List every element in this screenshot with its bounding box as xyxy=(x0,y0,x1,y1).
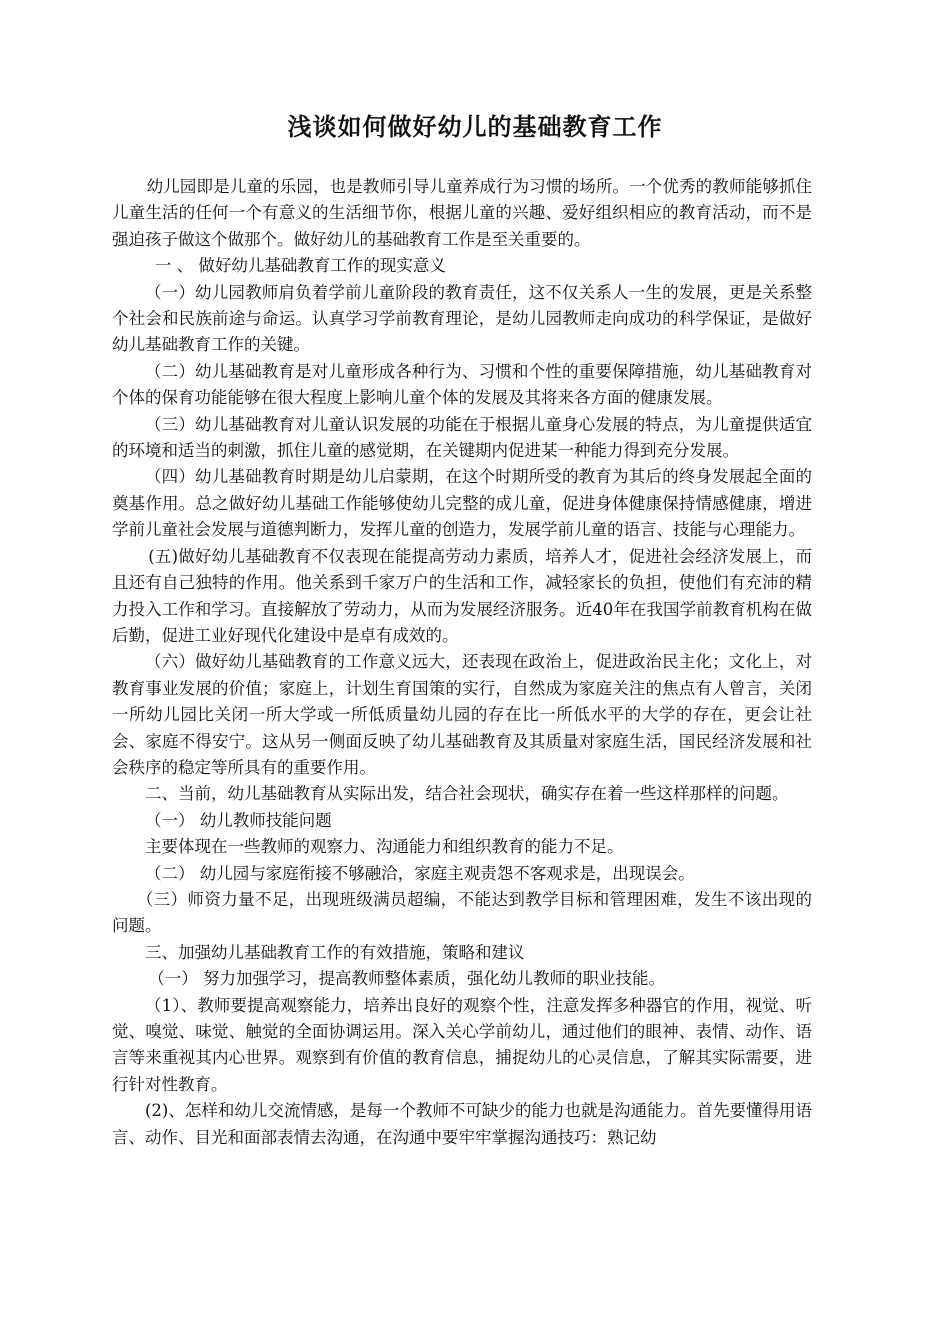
section-heading-3: 三、加强幼儿基础教育工作的有效措施，策略和建议 xyxy=(145,942,525,962)
body-paragraph: （1）、教师要提高观察能力，培养出良好的观察个性，注意发挥多种器官的作用，视觉、听觉、嗅觉、味觉、触觉的全面协调运用。深入关心学前幼儿，通过他们的眼神、表情、动作、语言等来重视其内心世界。观察到有价值的教育信息，捕捉幼儿的心灵信息，了解其实际需要，进行针对性教育。 xyxy=(112,995,812,1094)
body-paragraph: （二）幼儿基础教育是对儿童形成各种行为、习惯和个性的重要保障措施，幼儿基础教育对个体的保育功能能够在很大程度上影响儿童个体的发展及其将来各方面的健康发展。 xyxy=(112,361,812,408)
intro-paragraph: 幼儿园即是儿童的乐园，也是教师引导儿童养成行为习惯的场所。一个优秀的教师能够抓住儿童生活的任何一个有意义的生活细节你，根据儿童的兴趣、爱好组织相应的教育活动，而不是强迫孩子做这个做那个。做好幼儿的基础教育工作是至关重要的。 xyxy=(112,177,812,249)
body-paragraph: （一）幼儿园教师肩负着学前儿童阶段的教育责任，这不仅关系人一生的发展，更是关系整个社会和民族前途与命运。认真学习学前教育理论，是幼儿园教师走向成功的科学保证，是做好幼儿基础教育工作的关键。 xyxy=(112,282,812,355)
section-heading-2: 二、当前，幼儿基础教育从实际出发，结合社会现状，确实存在着一些这样那样的问题。 xyxy=(145,784,789,804)
body-paragraph: （四）幼儿基础教育时期是幼儿启蒙期，在这个时期所受的教育为其后的终身发展起全面的奠基作用。总之做好幼儿基础工作能够使幼儿完整的成儿童，促进身体健康保持情感健康，增进学前儿童社会发展与道德判断力，发挥儿童的创造力，发展学前儿童的语言、技能与心理能力。 xyxy=(112,467,812,540)
subsection-heading: （一） 幼儿教师技能问题 xyxy=(145,810,332,830)
subsection-heading: （一） 努力加强学习，提高教师整体素质，强化幼儿教师的职业技能。 xyxy=(148,969,666,989)
document-body xyxy=(112,174,812,1151)
body-paragraph: （三）师资力量不足，出现班级满员超编，不能达到教学目标和管理困难，发生不该出现的问题。 xyxy=(112,889,812,936)
document-title: 浅谈如何做好幼儿的基础教育工作 xyxy=(287,113,663,141)
body-paragraph: 主要体现在一些教师的观察力、沟通能力和组织教育的能力不足。 xyxy=(145,837,624,857)
body-paragraph: （六）做好幼儿基础教育的工作意义远大，还表现在政治上，促进政治民主化；文化上，对教育事业发展的价值；家庭上，计划生育国策的实行，自然成为家庭关注的焦点有人曾言，关闭一所幼儿园比关闭一所大学或一所低质量幼儿园的存在比一所低水平的大学的存在，更会让社会、家庭不得安宁。这从另一侧面反映了幼儿基础教育及其质量对家庭生活，国民经济发展和社会秩序的稳定等所具有的重要作用。 xyxy=(112,652,812,777)
body-paragraph: （三）幼儿基础教育对儿童认识发展的功能在于根据儿童身心发展的特点，为儿童提供适宜的环境和适当的刺激，抓住儿童的感觉期，在关键期内促进某一种能力得到充分发展。 xyxy=(112,414,812,461)
body-paragraph: (五)做好幼儿基础教育不仅表现在能提高劳动力素质，培养人才，促进社会经济发展上，而且还有自己独特的作用。他关系到千家万户的生活和工作，减轻家长的负担，使他们有充沛的精力投入工作和学习。直接解放了劳动力，从而为发展经济服务。近40年在我国学前教育机构在做后勤，促进工业好现代化建设中是卓有成效的。 xyxy=(112,546,812,645)
body-paragraph: （二） 幼儿园与家庭衔接不够融洽，家庭主观责怨不客观求是，出现误会。 xyxy=(145,863,695,883)
body-paragraph: (2)、怎样和幼儿交流情感，是每一个教师不可缺少的能力也就是沟通能力。首先要懂得用语言、动作、目光和面部表情去沟通，在沟通中要牢牢掌握沟通技巧：熟记幼 xyxy=(112,1101,812,1147)
section-heading-1: 一 、 做好幼儿基础教育工作的现实意义 xyxy=(154,256,446,276)
